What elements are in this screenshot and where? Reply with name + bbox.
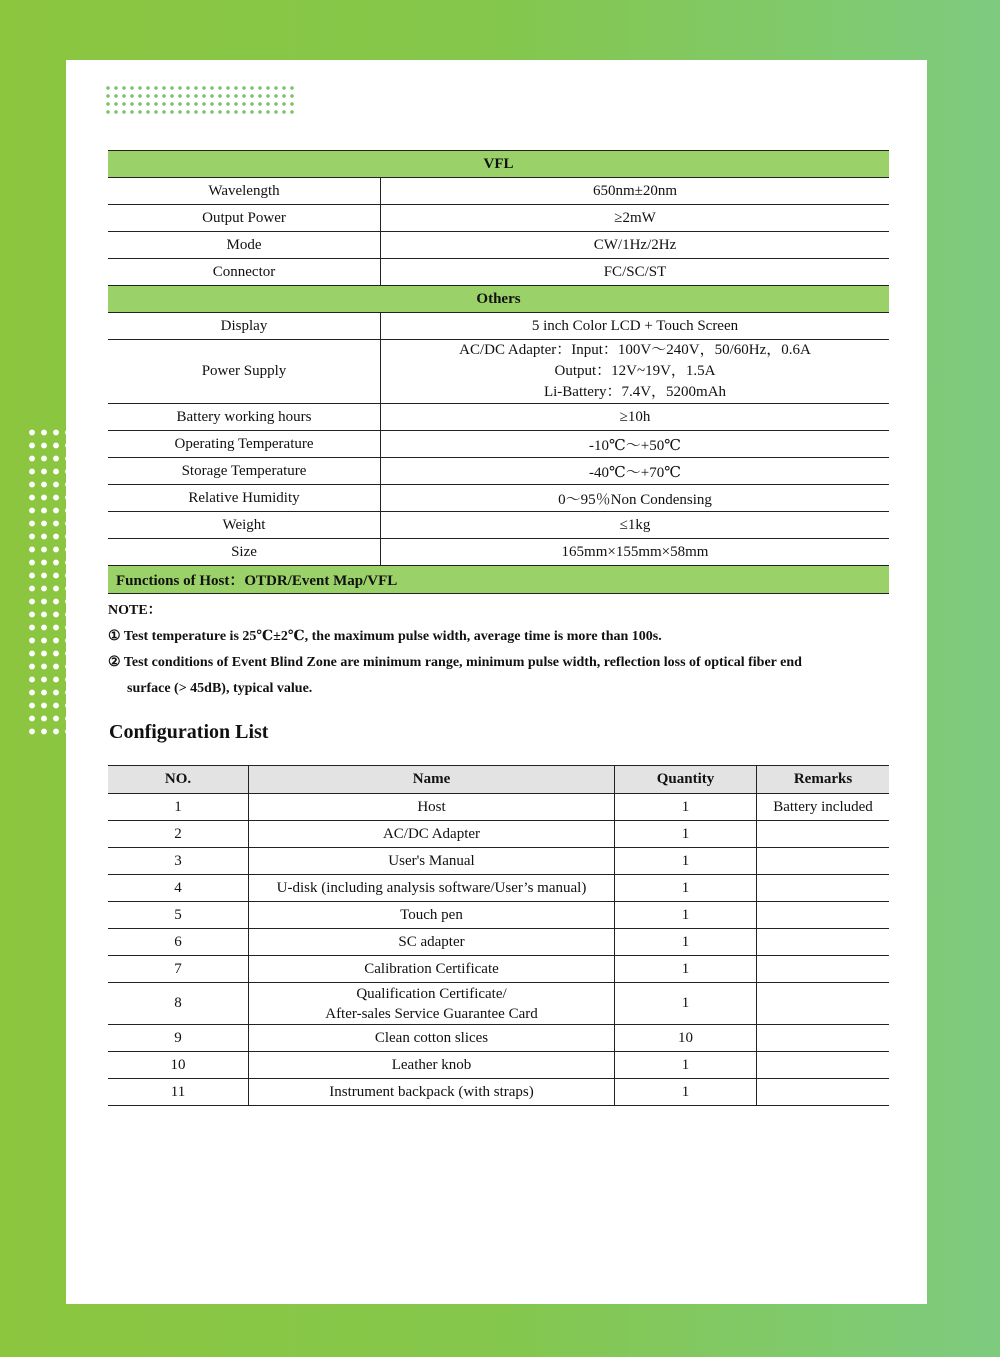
table-row	[108, 848, 889, 875]
cell-remarks	[757, 821, 890, 848]
spec-row-power-supply	[108, 340, 889, 404]
cell-no: 9	[108, 1025, 249, 1052]
spec-row	[108, 232, 889, 259]
cell-name: User's Manual	[249, 848, 615, 875]
cell-quantity: 1	[615, 983, 757, 1025]
decorative-dots-top	[104, 84, 298, 116]
spec-row	[108, 404, 889, 431]
spec-row	[108, 485, 889, 512]
notes-block	[108, 598, 889, 702]
cell-name-line: After-sales Service Guarantee Card	[325, 1005, 538, 1022]
spec-label: Size	[108, 539, 381, 566]
configuration-table	[108, 765, 889, 1106]
cell-no: 8	[108, 983, 249, 1025]
cell-remarks	[757, 956, 890, 983]
column-header-remarks: Remarks	[757, 766, 890, 794]
cell-remarks	[757, 875, 890, 902]
spec-value: 0～95％Non Condensing	[381, 485, 890, 512]
spec-label: Power Supply	[108, 340, 381, 404]
note-title: NOTE：	[108, 603, 162, 618]
configuration-list-title: Configuration List	[109, 721, 269, 743]
power-line: Li-Battery：7.4V，5200mAh	[543, 384, 727, 400]
spec-label: Weight	[108, 512, 381, 539]
cell-name: Host	[249, 794, 615, 821]
vfl-section-header	[108, 151, 889, 178]
spec-row	[108, 259, 889, 286]
cell-quantity: 1	[615, 929, 757, 956]
section-title: VFL	[108, 151, 889, 178]
spec-label: Relative Humidity	[108, 485, 381, 512]
spec-row	[108, 205, 889, 232]
note-item: ① Test temperature is 25℃±2℃, the maximum pulse width, average time is more than 100s.	[108, 629, 662, 644]
spec-label: Mode	[108, 232, 381, 259]
spec-row	[108, 512, 889, 539]
spec-label: Output Power	[108, 205, 381, 232]
spec-value: ≤1kg	[381, 512, 890, 539]
cell-quantity: 1	[615, 821, 757, 848]
cell-quantity: 1	[615, 1052, 757, 1079]
spec-value: ≥10h	[381, 404, 890, 431]
table-row	[108, 956, 889, 983]
cell-name-line: Qualification Certificate/	[356, 985, 507, 1002]
cell-no: 7	[108, 956, 249, 983]
table-row	[108, 902, 889, 929]
table-row	[108, 1025, 889, 1052]
table-row	[108, 794, 889, 821]
cell-name: AC/DC Adapter	[249, 821, 615, 848]
cell-quantity: 1	[615, 848, 757, 875]
others-section-header	[108, 286, 889, 313]
cell-no: 6	[108, 929, 249, 956]
spec-label: Connector	[108, 259, 381, 286]
spec-label: Storage Temperature	[108, 458, 381, 485]
spec-row	[108, 178, 889, 205]
cell-remarks: Battery included	[757, 794, 890, 821]
cell-remarks	[757, 983, 890, 1025]
cell-name: SC adapter	[249, 929, 615, 956]
column-header-quantity: Quantity	[615, 766, 757, 794]
section-title: Others	[108, 286, 889, 313]
cell-quantity: 1	[615, 956, 757, 983]
cell-name: Touch pen	[249, 902, 615, 929]
spec-value: 5 inch Color LCD + Touch Screen	[381, 313, 890, 340]
cell-remarks	[757, 1025, 890, 1052]
spec-label: Display	[108, 313, 381, 340]
cell-quantity: 1	[615, 794, 757, 821]
power-line: AC/DC Adapter：Input：100V～240V，50/60Hz，0.6A	[459, 342, 811, 358]
spec-value: ≥2mW	[381, 205, 890, 232]
table-row	[108, 929, 889, 956]
cell-name: U-disk (including analysis software/User’s manual)	[249, 875, 615, 902]
note-item-continuation: surface (> 45dB), typical value.	[127, 681, 313, 696]
cell-no: 1	[108, 794, 249, 821]
functions-text: Functions of Host：OTDR/Event Map/VFL	[108, 566, 889, 594]
spec-row	[108, 539, 889, 566]
cell-remarks	[757, 929, 890, 956]
cell-remarks	[757, 1079, 890, 1106]
table-row	[108, 1079, 889, 1106]
spec-value: -40℃～+70℃	[381, 458, 890, 485]
cell-no: 10	[108, 1052, 249, 1079]
cell-name	[249, 983, 615, 1025]
cell-no: 2	[108, 821, 249, 848]
cell-remarks	[757, 848, 890, 875]
spec-value: 165mm×155mm×58mm	[381, 539, 890, 566]
cell-no: 4	[108, 875, 249, 902]
spec-value: -10℃～+50℃	[381, 431, 890, 458]
cell-name: Instrument backpack (with straps)	[249, 1079, 615, 1106]
spec-value: FC/SC/ST	[381, 259, 890, 286]
cell-quantity: 10	[615, 1025, 757, 1052]
spec-value: 650nm±20nm	[381, 178, 890, 205]
cell-remarks	[757, 1052, 890, 1079]
note-item: ② Test conditions of Event Blind Zone are minimum range, minimum pulse width, reflection loss of optical fiber end	[108, 655, 802, 670]
column-header-no: NO.	[108, 766, 249, 794]
cell-no: 5	[108, 902, 249, 929]
cell-remarks	[757, 902, 890, 929]
spec-label: Battery working hours	[108, 404, 381, 431]
spec-label: Wavelength	[108, 178, 381, 205]
table-header-row	[108, 766, 889, 794]
cell-name: Calibration Certificate	[249, 956, 615, 983]
table-row	[108, 1052, 889, 1079]
spec-row	[108, 458, 889, 485]
cell-no: 3	[108, 848, 249, 875]
power-line: Output：12V~19V，1.5A	[554, 363, 716, 379]
decorative-dots-left	[26, 426, 66, 738]
spec-row	[108, 313, 889, 340]
table-row	[108, 875, 889, 902]
spec-label: Operating Temperature	[108, 431, 381, 458]
table-row	[108, 821, 889, 848]
table-row	[108, 983, 889, 1025]
spec-row	[108, 431, 889, 458]
cell-no: 11	[108, 1079, 249, 1106]
cell-quantity: 1	[615, 875, 757, 902]
spec-value	[381, 340, 890, 404]
cell-name: Clean cotton slices	[249, 1025, 615, 1052]
functions-row	[108, 566, 889, 594]
specification-table	[108, 150, 889, 594]
column-header-name: Name	[249, 766, 615, 794]
spec-value: CW/1Hz/2Hz	[381, 232, 890, 259]
cell-name: Leather knob	[249, 1052, 615, 1079]
cell-quantity: 1	[615, 1079, 757, 1106]
cell-quantity: 1	[615, 902, 757, 929]
